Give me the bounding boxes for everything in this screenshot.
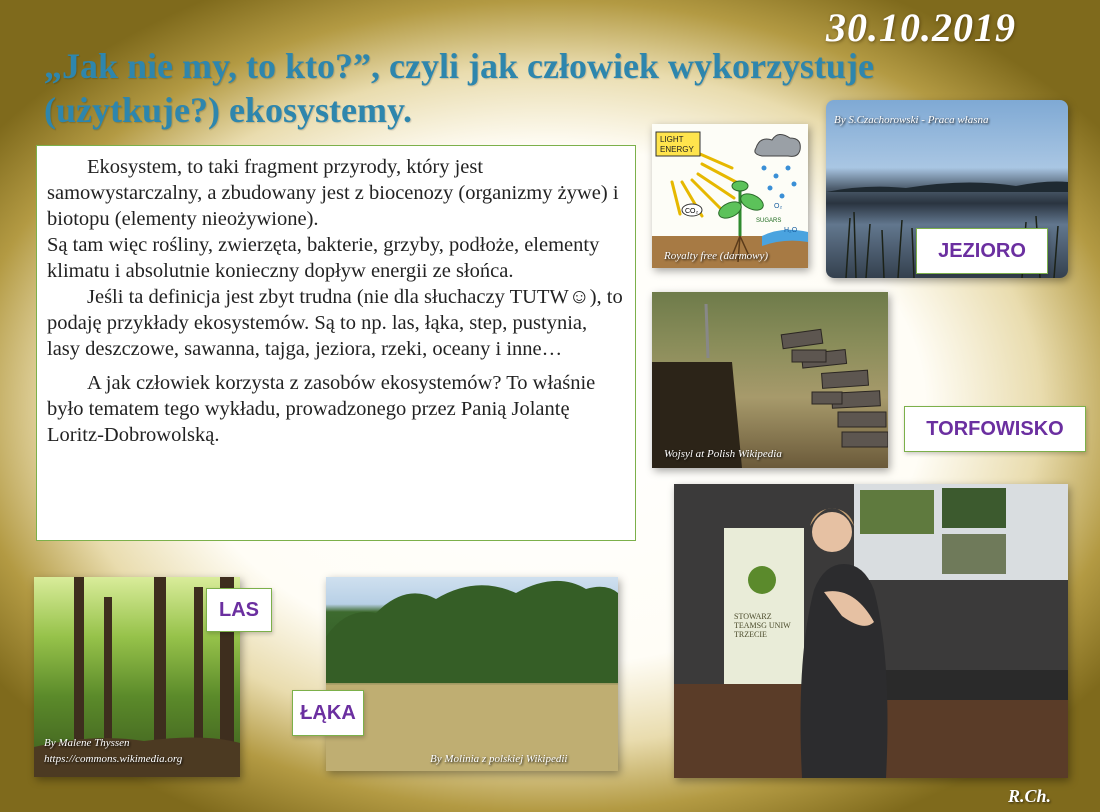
photosynthesis-credit: Royalty free (darmowy) [664,250,769,262]
slide-thumbnail [942,488,1006,528]
label-light: LIGHT [660,135,684,144]
banner-stand [724,528,804,688]
title-line-2: (użytkuje?) ekosystemy. [44,90,412,130]
paragraph-definition: Ekosystem, to taki fragment przyrody, który jest samowystarczalny, a zbudowany jest z biocenozy (organizmy żywe) i biotopu (elementy nieożywione). [47,156,619,230]
label-energy: ENERGY [660,145,694,154]
paragraph-lecture: A jak człowiek korzysta z zasobów ekosystemów? To właśnie było tematem tego wykładu, prowadzonego przez Panią Jolantę Loritz-Dobrowolską. [47,372,596,446]
forest-credit-url: https://commons.wikimedia.org [44,753,183,765]
stage-edge [874,670,1068,700]
meadow-scenery [326,577,618,771]
peat-credit: Wojsyl at Polish Wikipedia [664,448,782,460]
peat-scenery [652,292,888,468]
forest-label: LAS [206,588,272,632]
description-textbox [36,145,636,541]
lake-label: JEZIORO [916,228,1048,274]
plant-leaf [732,181,748,191]
title-line-1: „Jak nie my, to kto?”, czyli jak człowiek wykorzystuje [44,46,874,86]
meadow-label: ŁĄKA [292,690,364,736]
banner-tree-icon [748,566,776,594]
label-co2: CO₂ [685,208,699,215]
slide-date: 30.10.2019 [826,5,1016,50]
presenter-head [812,512,852,552]
paragraph-components: Są tam więc rośliny, zwierzęta, bakterie, grzyby, podłoże, elementy klimatu i absolutnie konieczny dopływ energii ze słońca. [47,234,600,282]
measuring-pole [706,304,708,358]
slide-thumbnail [942,534,1006,574]
label-sugars: SUGARS [756,218,782,224]
banner-text: STOWARZ TEAMSG UNIW TRZECIE [734,612,791,639]
author-signature: R.Ch. [1008,786,1052,806]
meadow-credit: By Molinia z polskiej Wikipedii [430,753,568,765]
slide-thumbnail [860,490,934,534]
photosynthesis-illustration [652,124,808,268]
peat-photo [652,292,888,468]
tree-line [326,581,618,683]
forest-credit-author: By Malene Thyssen [44,737,130,749]
paragraph-examples: Jeśli ta definicja jest zbyt trudna (nie dla słuchaczy TUTW☺), to podaję przykłady ekosystemów. Są to np. las, łąka, step, pustynia, lasy deszczowe, sawanna, tajga, jeziora, rzeki, oceany i inne… [47,286,623,360]
lake-credit: By S.Czachorowski - Praca własna [834,114,989,126]
photosynthesis-diagram [652,124,808,268]
label-h2o: H₂O [784,227,798,234]
peat-label: TORFOWISKO [904,406,1086,452]
lecture-photo [674,484,1068,778]
meadow-photo [326,577,618,771]
label-o2: O₂ [774,203,783,210]
peat-bricks [781,329,888,447]
